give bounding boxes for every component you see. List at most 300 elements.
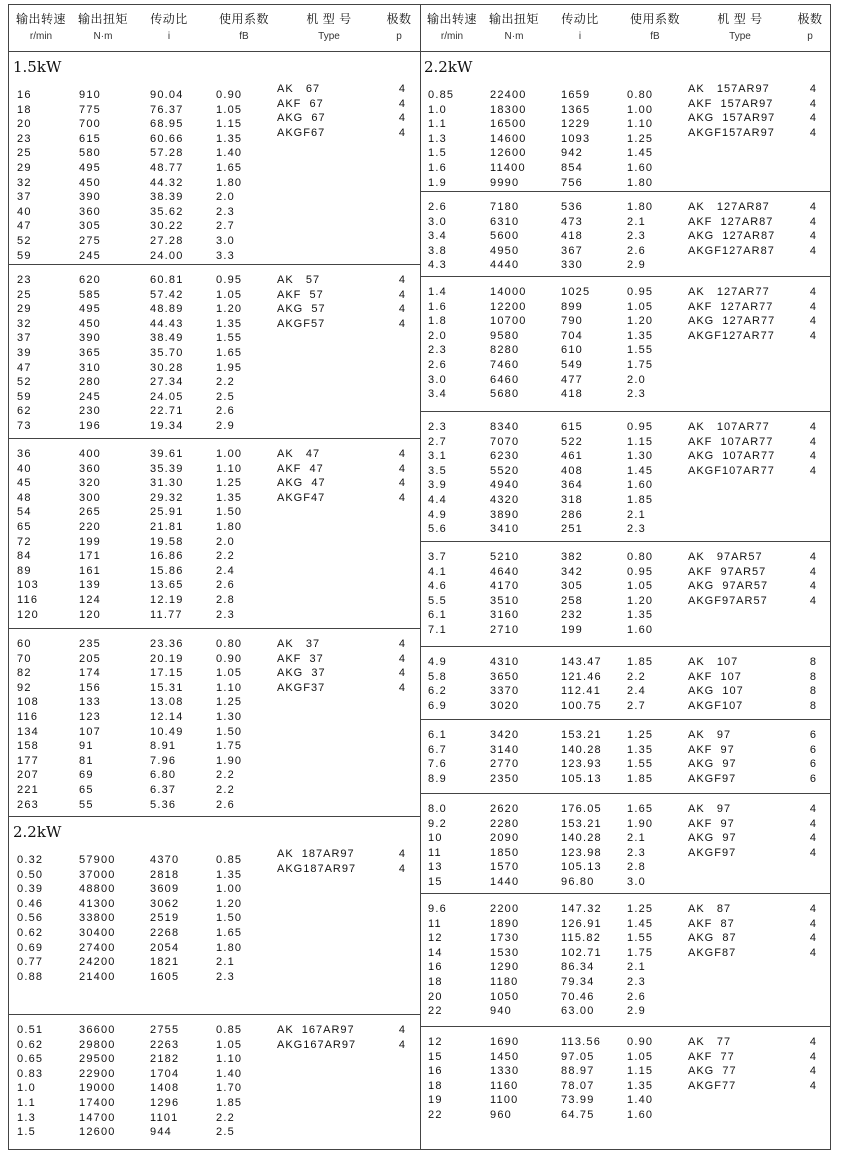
speed-cell: 18 (17, 103, 32, 116)
column-title: 传动比 (561, 12, 599, 26)
type-row (277, 1023, 420, 1038)
ratio-cell: 1659 (561, 89, 591, 101)
ratio-cell: 15.86 (150, 564, 184, 577)
ratio-cell: 1101 (150, 1111, 179, 1124)
speed-cell: 4.3 (428, 259, 447, 272)
speed-cell: 10 (428, 832, 443, 845)
ratio-cell: 610 (561, 344, 583, 357)
ratio-cell: 790 (561, 315, 583, 328)
ratio-cell: 17.15 (150, 667, 184, 680)
table-row (9, 798, 420, 813)
table-row (420, 960, 831, 975)
ratio-cell: 21.81 (150, 520, 184, 533)
speed-cell: 47 (17, 361, 32, 374)
pole-count: 4 (809, 832, 817, 845)
ratio-cell: 78.07 (561, 1079, 595, 1092)
ratio-cell: 97.05 (561, 1050, 595, 1063)
torque-cell: 65 (79, 783, 94, 796)
ratio-cell: 549 (561, 358, 583, 371)
speed-cell: 207 (17, 769, 39, 782)
table-row (420, 522, 831, 537)
ratio-cell: 854 (561, 161, 583, 174)
pole-count: 4 (398, 126, 406, 139)
service-factor-cell: 2.1 (627, 215, 646, 228)
speed-cell: 134 (17, 725, 39, 738)
table-row (9, 1067, 420, 1082)
pole-count: 8 (809, 656, 817, 668)
speed-cell: 45 (17, 477, 32, 490)
pole-count: 4 (398, 862, 406, 875)
table-row (420, 358, 831, 373)
speed-cell: 19 (428, 1094, 443, 1107)
type-row (277, 97, 420, 112)
ratio-cell: 68.95 (150, 118, 184, 131)
pole-count: 4 (398, 1024, 406, 1036)
service-factor-cell: 1.35 (627, 1079, 654, 1092)
ratio-cell: 364 (561, 479, 583, 492)
model-type: AKG 37 (277, 667, 326, 680)
speed-cell: 3.1 (428, 450, 447, 463)
model-type: AKGF107 (688, 699, 744, 712)
torque-cell: 33800 (79, 912, 116, 925)
speed-cell: 6.1 (428, 729, 447, 741)
type-list (688, 82, 831, 140)
torque-cell: 22400 (490, 89, 527, 101)
torque-cell: 2620 (490, 803, 520, 815)
service-factor-cell: 1.35 (627, 609, 654, 622)
torque-cell: 205 (79, 652, 101, 665)
service-factor-cell: 1.10 (216, 1053, 243, 1066)
pole-count: 4 (809, 1050, 817, 1063)
service-factor-cell: 1.80 (216, 941, 243, 954)
pole-count: 4 (398, 848, 406, 860)
model-type: AKF 37 (277, 652, 324, 665)
type-row (688, 670, 831, 685)
table-header (420, 5, 831, 52)
torque-cell: 1890 (490, 917, 520, 930)
model-type: AKF 107 (688, 670, 742, 683)
column-title: 极数 (797, 12, 823, 26)
ratio-cell: 1365 (561, 103, 591, 116)
torque-cell: 620 (79, 274, 101, 286)
model-type: AKGF97 (688, 846, 737, 859)
ratio-cell: 1408 (150, 1082, 180, 1095)
type-row (688, 229, 831, 244)
column-title: 传动比 (150, 12, 188, 26)
service-factor-cell: 1.15 (627, 1065, 654, 1078)
gear-motor-selection-table (8, 4, 831, 1150)
torque-cell: 1570 (490, 861, 520, 874)
speed-cell: 22 (428, 1005, 443, 1018)
service-factor-cell: 1.00 (216, 448, 243, 460)
ratio-cell: 305 (561, 580, 583, 593)
speed-cell: 22 (428, 1108, 443, 1121)
pole-count: 4 (809, 1079, 817, 1092)
speed-cell: 40 (17, 462, 32, 475)
ratio-cell: 15.31 (150, 681, 184, 694)
type-row (688, 1079, 831, 1094)
torque-cell: 12600 (79, 1126, 116, 1139)
service-factor-cell: 2.3 (216, 608, 235, 621)
service-factor-cell: 2.8 (216, 593, 235, 606)
model-type: AK 187AR97 (277, 848, 355, 860)
torque-cell: 5210 (490, 551, 520, 563)
model-type: AKF 127AR87 (688, 215, 774, 228)
torque-cell: 2200 (490, 903, 520, 915)
torque-cell: 29500 (79, 1053, 116, 1066)
pole-count: 4 (809, 421, 817, 433)
service-factor-cell: 2.3 (216, 970, 235, 983)
speed-cell: 6.9 (428, 699, 447, 712)
service-factor-cell: 1.85 (627, 772, 654, 785)
speed-cell: 0.85 (428, 89, 455, 101)
torque-cell: 37000 (79, 868, 116, 881)
service-factor-cell: 2.5 (216, 390, 235, 403)
type-row (688, 831, 831, 846)
service-factor-cell: 0.95 (627, 565, 654, 578)
service-factor-cell: 1.55 (216, 332, 243, 345)
type-row (688, 699, 831, 714)
pole-count: 6 (809, 729, 817, 741)
type-row (688, 435, 831, 450)
speed-cell: 70 (17, 652, 32, 665)
table-row (420, 387, 831, 402)
type-row (688, 300, 831, 315)
model-type: AKF 127AR77 (688, 300, 774, 313)
service-factor-cell: 1.00 (627, 103, 654, 116)
model-type: AK 127AR77 (688, 286, 770, 298)
power-block (9, 265, 420, 439)
service-factor-cell: 0.80 (216, 638, 243, 650)
speed-cell: 103 (17, 579, 39, 592)
column-unit: Type (729, 31, 751, 42)
ratio-cell: 418 (561, 388, 583, 401)
type-list (688, 550, 831, 608)
service-factor-cell: 2.1 (216, 956, 235, 969)
torque-cell: 14700 (79, 1111, 116, 1124)
service-factor-cell: 1.05 (216, 288, 243, 301)
speed-cell: 12 (428, 932, 443, 945)
torque-cell: 245 (79, 390, 101, 403)
type-row (277, 302, 420, 317)
torque-cell: 585 (79, 288, 101, 301)
torque-cell: 300 (79, 491, 101, 504)
speed-cell: 1.6 (428, 300, 447, 313)
service-factor-cell: 1.45 (627, 917, 654, 930)
type-list (688, 802, 831, 860)
torque-cell: 27400 (79, 941, 116, 954)
table-row (420, 1004, 831, 1019)
table-row (9, 375, 420, 390)
type-row (688, 902, 831, 917)
pole-count: 4 (398, 274, 406, 286)
model-type: AKG 47 (277, 477, 326, 490)
service-factor-cell: 2.2 (216, 1111, 235, 1124)
service-factor-cell: 2.1 (627, 832, 646, 845)
torque-cell: 2350 (490, 772, 520, 785)
service-factor-cell: 1.05 (627, 1050, 654, 1063)
speed-cell: 73 (17, 419, 32, 432)
service-factor-cell: 1.80 (216, 176, 243, 189)
service-factor-cell: 1.40 (216, 1067, 243, 1080)
torque-cell: 1530 (490, 946, 520, 959)
ratio-cell: 60.81 (150, 274, 184, 286)
power-section-label: 2.2kW (424, 58, 473, 76)
column-unit: p (807, 31, 813, 42)
table-row (9, 725, 420, 740)
speed-cell: 59 (17, 249, 32, 262)
ratio-cell: 22.71 (150, 405, 184, 418)
service-factor-cell: 1.85 (216, 1096, 243, 1109)
ratio-cell: 35.62 (150, 205, 184, 218)
torque-cell: 107 (79, 725, 101, 738)
ratio-cell: 140.28 (561, 743, 602, 756)
pole-count: 4 (398, 477, 406, 490)
torque-cell: 9580 (490, 329, 520, 342)
speed-cell: 5.8 (428, 670, 447, 683)
ratio-cell: 35.70 (150, 346, 184, 359)
power-block (9, 629, 420, 817)
service-factor-cell: 1.75 (216, 740, 243, 753)
torque-cell: 124 (79, 593, 101, 606)
column-unit: fB (239, 31, 249, 42)
ratio-cell: 4370 (150, 854, 180, 866)
ratio-cell: 6.37 (150, 783, 177, 796)
column-title: 输出扭矩 (488, 12, 539, 26)
table-row (9, 955, 420, 970)
speed-cell: 3.0 (428, 373, 447, 386)
service-factor-cell: 2.6 (627, 990, 646, 1003)
type-row (688, 464, 831, 479)
service-factor-cell: 1.50 (216, 506, 243, 519)
ratio-cell: 382 (561, 551, 583, 563)
torque-cell: 910 (79, 89, 101, 101)
type-row (277, 681, 420, 696)
model-type: AKF 57 (277, 288, 324, 301)
ratio-cell: 105.13 (561, 772, 602, 785)
table-row (9, 505, 420, 520)
torque-cell: 120 (79, 608, 101, 621)
model-type: AKGF157AR97 (688, 126, 775, 139)
right-panel (420, 5, 831, 1149)
service-factor-cell: 2.5 (216, 1126, 235, 1139)
pole-count: 8 (809, 670, 817, 683)
table-row (420, 146, 831, 161)
power-block (420, 542, 831, 647)
service-factor-cell: 1.35 (216, 317, 243, 330)
ratio-cell: 1821 (150, 956, 180, 969)
model-type: AK 107AR77 (688, 421, 770, 433)
type-list (688, 200, 831, 258)
speed-cell: 1.0 (17, 1082, 36, 1095)
torque-cell: 400 (79, 448, 101, 460)
ratio-cell: 286 (561, 508, 583, 521)
torque-cell: 2770 (490, 758, 520, 771)
model-type: AKG 157AR97 (688, 112, 776, 125)
torque-cell: 7460 (490, 358, 520, 371)
pole-count: 4 (809, 565, 817, 578)
model-type: AKGF57 (277, 317, 326, 330)
model-type: AKGF47 (277, 491, 326, 504)
service-factor-cell: 1.75 (627, 358, 654, 371)
ratio-cell: 24.00 (150, 249, 184, 262)
model-type: AKG167AR97 (277, 1038, 357, 1051)
torque-cell: 161 (79, 564, 101, 577)
torque-cell: 196 (79, 419, 101, 432)
type-row (688, 772, 831, 787)
table-row (9, 783, 420, 798)
service-factor-cell: 1.25 (627, 903, 654, 915)
speed-cell: 9.2 (428, 817, 447, 830)
torque-cell: 4640 (490, 565, 520, 578)
torque-cell: 320 (79, 477, 101, 490)
type-row (688, 449, 831, 464)
service-factor-cell: 1.35 (216, 132, 243, 145)
pole-count: 4 (398, 83, 406, 95)
type-row (688, 215, 831, 230)
service-factor-cell: 1.20 (216, 303, 243, 316)
ratio-cell: 100.75 (561, 699, 602, 712)
service-factor-cell: 2.2 (216, 769, 235, 782)
header-column (139, 10, 199, 42)
model-type: AKG 97AR57 (688, 580, 769, 593)
service-factor-cell: 0.90 (216, 652, 243, 665)
torque-cell: 305 (79, 220, 101, 233)
service-factor-cell: 2.3 (216, 205, 235, 218)
speed-cell: 3.5 (428, 464, 447, 477)
speed-cell: 1.5 (17, 1126, 36, 1139)
table-row (9, 419, 420, 434)
table-row (9, 911, 420, 926)
torque-cell: 1440 (490, 875, 520, 888)
table-row (420, 1108, 831, 1123)
torque-cell: 36600 (79, 1024, 116, 1036)
table-row (9, 941, 420, 956)
speed-cell: 8.0 (428, 803, 447, 815)
pole-count: 4 (809, 300, 817, 313)
table-row (9, 593, 420, 608)
speed-cell: 108 (17, 696, 39, 709)
ratio-cell: 86.34 (561, 961, 595, 974)
torque-cell: 220 (79, 520, 101, 533)
torque-cell: 4170 (490, 580, 520, 593)
torque-cell: 7070 (490, 435, 520, 448)
pole-count: 4 (398, 448, 406, 460)
table-row (9, 361, 420, 376)
service-factor-cell: 1.60 (627, 479, 654, 492)
speed-cell: 3.9 (428, 479, 447, 492)
service-factor-cell: 2.2 (216, 376, 235, 389)
speed-cell: 18 (428, 1079, 443, 1092)
type-row (688, 684, 831, 699)
torque-cell: 1850 (490, 846, 520, 859)
service-factor-cell: 2.6 (216, 405, 235, 418)
power-block (420, 894, 831, 1027)
pole-count: 4 (809, 932, 817, 945)
ratio-cell: 44.43 (150, 317, 184, 330)
service-factor-cell: 1.65 (216, 926, 243, 939)
torque-cell: 30400 (79, 926, 116, 939)
speed-cell: 158 (17, 740, 39, 753)
service-factor-cell: 1.90 (216, 754, 243, 767)
type-row (688, 111, 831, 126)
table-row (9, 346, 420, 361)
header-column (279, 10, 379, 42)
service-factor-cell: 1.60 (627, 1108, 654, 1121)
speed-cell: 13 (428, 861, 443, 874)
torque-cell: 5600 (490, 230, 520, 243)
pole-count: 4 (398, 288, 406, 301)
type-row (688, 1050, 831, 1065)
type-row (688, 82, 831, 97)
type-row (688, 420, 831, 435)
pole-count: 4 (398, 638, 406, 650)
power-block (420, 794, 831, 894)
torque-cell: 1180 (490, 975, 519, 988)
model-type: AKF 97 (688, 817, 735, 830)
table-row (9, 404, 420, 419)
speed-cell: 82 (17, 667, 32, 680)
model-type: AKF 157AR97 (688, 97, 774, 110)
model-type: AK 157AR97 (688, 83, 770, 95)
type-row (277, 273, 420, 288)
pole-count: 8 (809, 699, 817, 712)
type-list (277, 447, 420, 505)
service-factor-cell: 2.9 (216, 419, 235, 432)
type-row (277, 652, 420, 667)
column-unit: N·m (93, 31, 113, 42)
pole-count: 4 (809, 1036, 817, 1048)
torque-cell: 4950 (490, 244, 520, 257)
power-block (420, 52, 831, 192)
ratio-cell: 1025 (561, 286, 591, 298)
service-factor-cell: 1.05 (216, 103, 243, 116)
column-unit: r/min (29, 31, 53, 42)
service-factor-cell: 2.7 (627, 699, 646, 712)
speed-cell: 177 (17, 754, 39, 767)
torque-cell: 12200 (490, 300, 527, 313)
torque-cell: 940 (490, 1005, 512, 1018)
power-block (420, 277, 831, 412)
table-row (9, 161, 420, 176)
pole-count: 4 (809, 917, 817, 930)
torque-cell: 4940 (490, 479, 520, 492)
column-title: 使用系数 (218, 12, 269, 26)
service-factor-cell: 1.05 (627, 300, 654, 313)
speed-cell: 37 (17, 191, 32, 204)
speed-cell: 20 (17, 118, 32, 131)
speed-cell: 8.9 (428, 772, 447, 785)
pole-count: 4 (809, 97, 817, 110)
torque-cell: 3370 (490, 685, 520, 698)
speed-cell: 29 (17, 303, 32, 316)
pole-count: 4 (809, 846, 817, 859)
ratio-cell: 76.37 (150, 103, 184, 116)
ratio-cell: 756 (561, 176, 583, 189)
table-row (420, 990, 831, 1005)
torque-cell: 55 (79, 798, 94, 811)
ratio-cell: 105.13 (561, 861, 602, 874)
ratio-cell: 30.28 (150, 361, 184, 374)
right-blocks (420, 52, 831, 1148)
ratio-cell: 153.21 (561, 817, 602, 830)
model-type: AK 97 (688, 803, 732, 815)
pole-count: 4 (809, 580, 817, 593)
torque-cell: 81 (79, 754, 94, 767)
ratio-cell: 232 (561, 609, 583, 622)
speed-cell: 29 (17, 161, 32, 174)
table-row (9, 520, 420, 535)
